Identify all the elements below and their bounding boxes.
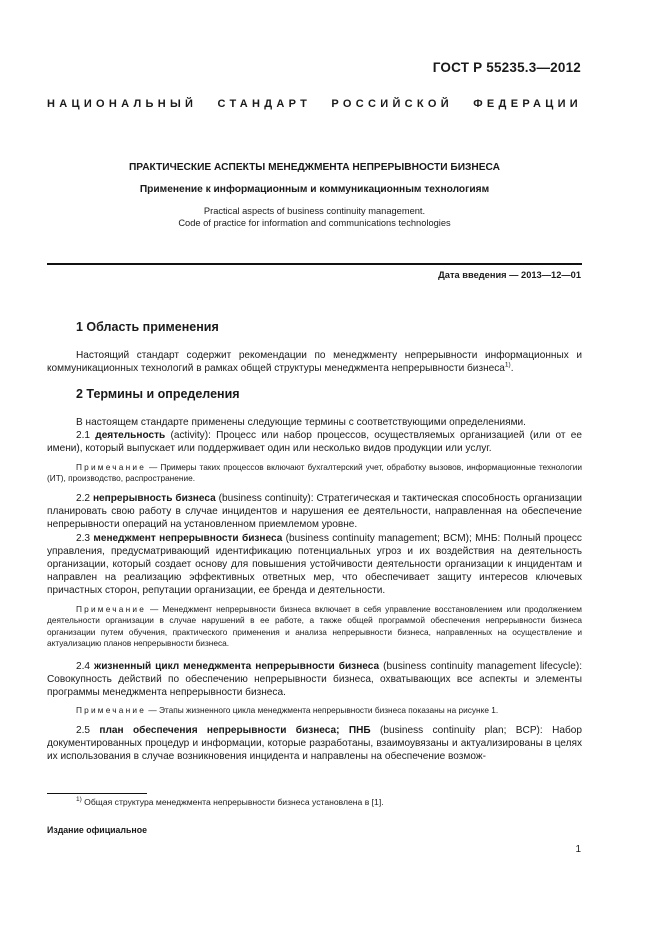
term-2-2: [47, 492, 582, 532]
footnote-reference[interactable]: 1): [504, 361, 511, 369]
term-2-1-term: деятельность: [95, 430, 166, 442]
term-2-5: [47, 724, 582, 764]
terms-intro: В настоящем стандарте применены следующие термины с соответствующими определениями.: [76, 417, 526, 428]
terms-block-1: [47, 416, 582, 456]
english-title-line-2: Code of practice for information and communications technologies: [178, 218, 451, 228]
footnote: [76, 797, 384, 807]
section-1-heading: 1 Область применения: [76, 320, 219, 334]
term-2-1-definition: (activity): Процесс или набор процессов, осуществляемых организацией (или от ее имени), который выпускает или поддерживает один или несколько видов продукции или услуг.: [47, 430, 582, 455]
official-edition-label: Издание официальное: [47, 825, 147, 835]
section-1-text: Настоящий стандарт содержит рекомендации по менеджменту непрерывности информационных и коммуникационных технологий в рамках общей структуры менеджмента непрерывности бизнеса: [47, 350, 582, 375]
note-label: Примечание: [76, 462, 147, 472]
term-2-2-definition: (business continuity): Стратегическая и тактическая способность организации планировать свою работу в случае инцидентов и нарушения ее деятельности, направленная на обеспечение непрерывности операций на установленном приемлемом уровне.: [47, 493, 582, 531]
note-1: [47, 462, 582, 485]
document-subtitle: Применение к информационным и коммуникационным технологиям: [139, 184, 490, 195]
footnote-mark: 1): [76, 796, 82, 804]
note-label: Примечание: [76, 705, 147, 715]
footnote-text: Общая структура менеджмента непрерывности бизнеса установлена в [1].: [81, 797, 384, 807]
national-standard-heading: НАЦИОНАЛЬНЫЙ СТАНДАРТ РОССИЙСКОЙ ФЕДЕРАЦИИ: [47, 98, 582, 110]
note-3: [47, 705, 582, 716]
terms-block-2: [47, 492, 582, 598]
section-1-end: .: [510, 363, 514, 375]
term-2-5-term: план обеспечения непрерывности бизнеса; ПНБ: [99, 725, 371, 736]
term-2-3: [47, 532, 582, 598]
term-2-4: [47, 660, 582, 700]
note-label: Примечание: [76, 604, 147, 614]
term-2-3-term: менеджмент непрерывности бизнеса: [93, 532, 283, 544]
note-2-text: — Менеджмент непрерывности бизнеса включает в себя управление восстановлением или продолжением деятельности организации в случае нарушений в ее работе, а также общей программой обеспечения непрерывности бизнеса организации путем обучения, практического применения и анализа непрерывности бизнеса, направленных на осуществление и актуализацию планов непрерывности бизнеса.: [47, 604, 582, 649]
section-2-heading: 2 Термины и определения: [76, 387, 240, 401]
title-divider: [47, 263, 582, 265]
term-2-2-number: 2.2: [76, 493, 93, 504]
document-code: ГОСТ Р 55235.3—2012: [432, 60, 581, 75]
footnote-divider: [47, 793, 147, 794]
note-3-text: — Этапы жизненного цикла менеджмента непрерывности бизнеса показаны на рисунке 1.: [146, 705, 499, 715]
introduction-date: Дата введения — 2013—12—01: [438, 270, 581, 280]
term-2-4-number: 2.4: [76, 661, 95, 672]
note-2: [47, 604, 582, 650]
term-2-2-term: непрерывность бизнеса: [92, 493, 216, 504]
page-number: 1: [575, 844, 581, 855]
term-2-5-number: 2.5: [76, 725, 100, 736]
note-1-text: — Примеры таких процессов включают бухгалтерский учет, обработку вызовов, информационные технологии (ИТ), производство, распространение.: [47, 462, 582, 484]
term-2-4-term: жизненный цикл менеджмента непрерывности бизнеса: [94, 661, 380, 672]
term-2-1-number: 2.1: [76, 430, 96, 442]
term-2-3-number: 2.3: [76, 532, 94, 544]
term-2-1: [47, 429, 582, 455]
english-title-line-1: Practical aspects of business continuity management.: [203, 206, 426, 216]
section-1-paragraph: [47, 349, 582, 375]
term-2-3-definition: (business continuity management; BCM); МНБ: Полный процесс управления, предусматривающий идентификацию потенциальных угроз и их воздействия на деятельность организации, который создает основу для повышения устойчивости деятельности организации к инцидентам и направлен на реализацию эффективных ответных мер, что обеспечивает защиту интересов ключевых причастных сторон, репутации организации, ее бренда и деятельности.: [47, 532, 582, 597]
document-title: ПРАКТИЧЕСКИЕ АСПЕКТЫ МЕНЕДЖМЕНТА НЕПРЕРЫВНОСТИ БИЗНЕСА: [128, 162, 501, 173]
term-2-4-definition: (business continuity management lifecycle): Совокупность действий по обеспечению непрерывности бизнеса, охватывающих все аспекты и элементы программы менеджмента непрерывности бизнеса.: [47, 661, 583, 699]
term-2-5-definition: (business continuity plan; BCP): Набор документированных процедур и информации, которые разработаны, взаимоувязаны и актуализированы в целях их использования в случае возникновения инцидента и направлены на обеспечение возмож-: [47, 725, 582, 763]
